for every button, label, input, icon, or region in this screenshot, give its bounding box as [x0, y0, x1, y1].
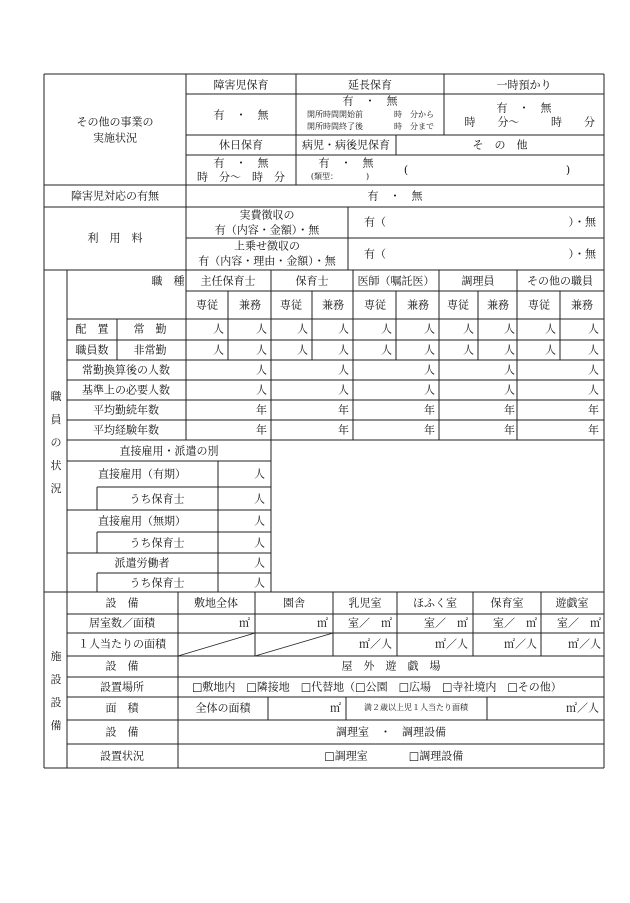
kitchen-equip-option[interactable]: □調理設備 [408, 749, 464, 763]
tenure-unit-2[interactable]: 年 [338, 403, 349, 417]
temporary-time-end[interactable]: 時 分 [551, 115, 595, 129]
staff-section-label: 職員の状況 [50, 390, 62, 495]
per-child-over2-unit[interactable]: ㎡／人 [566, 701, 599, 715]
avg-tenure-label: 平均勤続年数 [93, 403, 159, 417]
total-area-unit[interactable]: ㎡ [330, 701, 341, 715]
placement-label: 配 置 [75, 322, 109, 336]
experience-unit-1[interactable]: 年 [256, 423, 267, 437]
room-play: 遊戯室 [555, 596, 589, 610]
dispatch-nursery-label: うち保育士 [129, 576, 185, 590]
per-child-label: １人当たりの面積 [78, 637, 166, 651]
col-doctor: 医師（嘱託医） [357, 274, 435, 288]
other-label: そ の 他 [472, 138, 528, 152]
irregular-count-unit-8[interactable]: 人 [504, 343, 515, 357]
direct-fixed-nursery-unit[interactable]: 人 [254, 492, 265, 506]
experience-unit-4[interactable]: 年 [504, 423, 515, 437]
tenure-unit-5[interactable]: 年 [588, 403, 599, 417]
full-time-2: 専従 [280, 298, 302, 312]
irregular-count-unit-7[interactable]: 人 [463, 343, 474, 357]
per-child-over2-label: 満２歳以上児１人当たり面積 [364, 703, 468, 712]
regular-count-unit-8[interactable]: 人 [504, 322, 515, 336]
full-time-5: 専従 [528, 298, 550, 312]
temporary-care-value[interactable]: 有 ・ 無 [496, 101, 552, 115]
required-unit-4[interactable]: 人 [504, 383, 515, 397]
room-crawling: ほふく室 [413, 596, 457, 610]
col-nurse: 保育士 [295, 274, 329, 288]
staff-count-label: 職員数 [75, 343, 109, 357]
holiday-care-time[interactable]: 時 分〜 時 分 [197, 170, 285, 184]
regular-count-unit-3[interactable]: 人 [297, 322, 308, 336]
direct-permanent-label: 直接雇用（無期） [98, 514, 186, 528]
sick-care-label: 病児・病後児保育 [302, 138, 390, 152]
surcharge-prefix[interactable]: 有（ [364, 247, 386, 261]
total-area-label: 全体の面積 [195, 701, 251, 715]
col-head-nurse: 主任保育士 [200, 274, 256, 288]
regular-count-unit-9[interactable]: 人 [545, 322, 556, 336]
extended-end-label: 開所時間終了後 [307, 122, 363, 131]
location-options[interactable]: □敷地内 □隣接地 □代替地（□公園 □広場 □寺社境内 □その他） [192, 680, 562, 694]
site-area-unit[interactable]: ㎡ [239, 616, 250, 630]
room-infant: 乳児室 [348, 596, 382, 610]
sick-care-type[interactable]: (類型： ) [310, 172, 370, 181]
other-open-paren[interactable]: ( [403, 163, 409, 177]
building-area-unit[interactable]: ㎡ [317, 616, 328, 630]
infant-rooms-unit[interactable]: 室／ ㎡ [348, 616, 392, 630]
room-building: 園舎 [283, 596, 305, 610]
kitchen-room-option[interactable]: □調理室 [324, 749, 368, 763]
regular-count-unit-6[interactable]: 人 [424, 322, 435, 336]
dispatch-label: 派遣労働者 [114, 556, 170, 570]
tenure-unit-4[interactable]: 年 [504, 403, 515, 417]
experience-unit-2[interactable]: 年 [338, 423, 349, 437]
irregular-count-unit-9[interactable]: 人 [545, 343, 556, 357]
surcharge-label-1: 上乗せ徴収の [234, 239, 300, 253]
regular-count-unit-4[interactable]: 人 [338, 322, 349, 336]
regular-count-unit-10[interactable]: 人 [588, 322, 599, 336]
regular-count-unit-7[interactable]: 人 [463, 322, 474, 336]
irregular-count-unit-6[interactable]: 人 [424, 343, 435, 357]
fees-label: 利 用 料 [87, 231, 143, 245]
irregular-count-unit-5[interactable]: 人 [381, 343, 392, 357]
experience-unit-3[interactable]: 年 [424, 423, 435, 437]
actual-cost-prefix[interactable]: 有（ [364, 215, 386, 229]
avg-experience-label: 平均経験年数 [93, 423, 159, 437]
direct-fixed-nursery-label: うち保育士 [129, 492, 185, 506]
other-services-label-1: その他の事業の [76, 115, 154, 129]
fte-unit-1[interactable]: 人 [256, 363, 267, 377]
other-services-label-2: 実施状況 [93, 131, 137, 145]
required-unit-3[interactable]: 人 [424, 383, 435, 397]
direct-permanent-unit[interactable]: 人 [254, 514, 265, 528]
extended-end-unit[interactable]: 時 分まで [394, 122, 434, 131]
col-other-staff: その他の職員 [527, 274, 593, 288]
fte-unit-2[interactable]: 人 [338, 363, 349, 377]
play-per-child-unit[interactable]: ㎡／人 [568, 637, 601, 651]
facilities-section-label: 施設設備 [50, 650, 62, 732]
crawling-rooms-unit[interactable]: 室／ ㎡ [424, 616, 468, 630]
fte-unit-3[interactable]: 人 [424, 363, 435, 377]
nursery-per-child-unit[interactable]: ㎡／人 [504, 637, 537, 651]
regular-count-unit-5[interactable]: 人 [381, 322, 392, 336]
actual-cost-label-1: 実費徴収の [239, 208, 295, 222]
equipment-label-2: 設 備 [105, 659, 139, 673]
fte-unit-5[interactable]: 人 [588, 363, 599, 377]
required-unit-1[interactable]: 人 [256, 383, 267, 397]
extended-start-unit[interactable]: 時 分から [394, 110, 434, 119]
tenure-unit-3[interactable]: 年 [424, 403, 435, 417]
kitchen-label: 調理室 ・ 調理設備 [336, 725, 446, 739]
location-label: 設置場所 [100, 680, 144, 694]
room-site: 敷地全体 [194, 596, 238, 610]
surcharge-label-2: 有（内容・理由・金額）・無 [198, 254, 336, 268]
irregular-count-unit-4[interactable]: 人 [338, 343, 349, 357]
irregular-count-unit-1[interactable]: 人 [213, 343, 224, 357]
disabled-care-label: 障害児保育 [213, 78, 269, 92]
extended-care-value[interactable]: 有 ・ 無 [342, 94, 398, 108]
col-cook: 調理員 [461, 274, 495, 288]
irregular-count-unit-2[interactable]: 人 [256, 343, 267, 357]
disabled-care-value[interactable]: 有 ・ 無 [213, 108, 269, 122]
part-time-2: 兼務 [322, 298, 344, 312]
status-label: 設置状況 [100, 749, 144, 763]
part-time-3: 兼務 [407, 298, 429, 312]
other-close-paren[interactable]: ) [565, 163, 571, 177]
part-time-5: 兼務 [571, 298, 593, 312]
playground-label: 屋 外 遊 戯 場 [341, 659, 441, 673]
direct-permanent-nursery-unit[interactable]: 人 [254, 536, 265, 550]
fte-unit-4[interactable]: 人 [504, 363, 515, 377]
fte-label: 常勤換算後の人数 [82, 363, 170, 377]
play-rooms-unit[interactable]: 室／ ㎡ [557, 616, 601, 630]
job-type-label: 職 種 [151, 274, 185, 288]
equipment-label-1: 設 備 [105, 596, 139, 610]
extended-care-label: 延長保育 [348, 78, 392, 92]
room-nursery: 保育室 [490, 596, 524, 610]
temporary-time-start[interactable]: 時 分〜 [464, 115, 520, 129]
rooms-area-label: 居室数／面積 [89, 616, 155, 630]
regular-label: 常 勤 [133, 322, 167, 336]
direct-fixed-unit[interactable]: 人 [254, 467, 265, 481]
employment-type-label: 直接雇用・派遣の別 [119, 444, 219, 458]
direct-permanent-nursery-label: うち保育士 [129, 536, 185, 550]
dispatch-unit[interactable]: 人 [254, 556, 265, 570]
part-time-4: 兼務 [487, 298, 509, 312]
irregular-count-unit-3[interactable]: 人 [297, 343, 308, 357]
holiday-care-value[interactable]: 有 ・ 無 [213, 156, 269, 170]
actual-cost-suffix[interactable]: ）・無 [568, 215, 596, 229]
area-label: 面 積 [105, 701, 139, 715]
dispatch-nursery-unit[interactable]: 人 [254, 576, 265, 590]
holiday-care-label: 休日保育 [219, 138, 263, 152]
temporary-care-label: 一時預かり [496, 78, 552, 92]
required-unit-2[interactable]: 人 [338, 383, 349, 397]
infant-per-child-unit[interactable]: ㎡／人 [359, 637, 392, 651]
tenure-unit-1[interactable]: 年 [256, 403, 267, 417]
surcharge-suffix[interactable]: ）・無 [568, 247, 596, 261]
crawling-per-child-unit[interactable]: ㎡／人 [435, 637, 468, 651]
disability-support-label: 障害児対応の有無 [71, 189, 159, 203]
experience-unit-5[interactable]: 年 [588, 423, 599, 437]
extended-start-label: 開所時間開始前 [307, 110, 363, 119]
full-time-3: 専従 [364, 298, 386, 312]
full-time-4: 専従 [447, 298, 469, 312]
direct-fixed-label: 直接雇用（有期） [98, 467, 186, 481]
sick-care-value[interactable]: 有 ・ 無 [318, 156, 374, 170]
irregular-label: 非常勤 [133, 343, 167, 357]
required-unit-5[interactable]: 人 [588, 383, 599, 397]
actual-cost-label-2: 有（内容・金額）・無 [214, 223, 320, 237]
equipment-label-3: 設 備 [105, 725, 139, 739]
irregular-count-unit-10[interactable]: 人 [588, 343, 599, 357]
full-time-1: 専従 [196, 298, 218, 312]
required-label: 基準上の必要人数 [82, 383, 170, 397]
part-time-1: 兼務 [239, 298, 261, 312]
nursery-rooms-unit[interactable]: 室／ ㎡ [493, 616, 537, 630]
disability-support-value[interactable]: 有 ・ 無 [367, 189, 423, 203]
regular-count-unit-2[interactable]: 人 [256, 322, 267, 336]
regular-count-unit-1[interactable]: 人 [213, 322, 224, 336]
